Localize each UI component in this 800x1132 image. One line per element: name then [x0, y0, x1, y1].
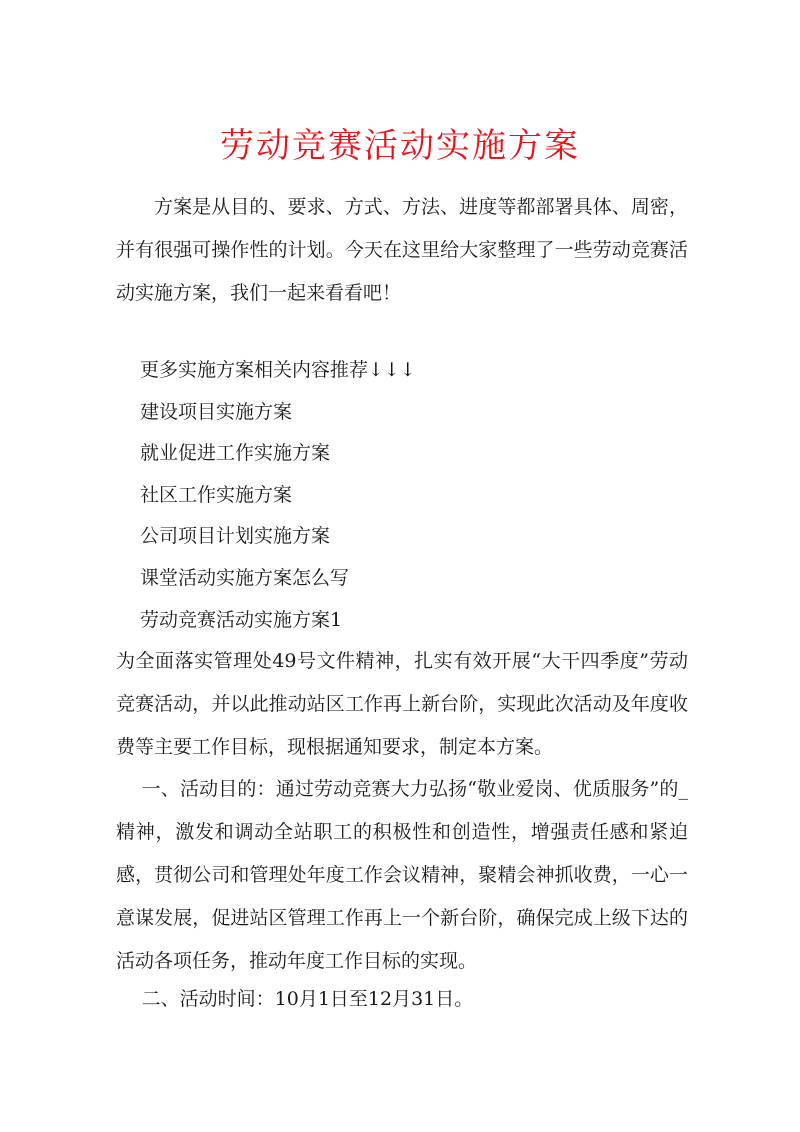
recommend-link[interactable]: 建设项目实施方案 [140, 401, 293, 423]
body-paragraph: 为全面落实管理处49号文件精神，扎实有效开展“大干四季度”劳动竞赛活动，并以此推动站区工作再上新台阶，实现此次活动及年度收费等主要工作目标，现根据通知要求，制定本方案。 [116, 650, 688, 758]
section-title: 劳动竞赛活动实施方案1 [140, 609, 343, 631]
recommend-link[interactable]: 社区工作实施方案 [140, 484, 293, 506]
recommend-link[interactable]: 就业促进工作实施方案 [140, 442, 331, 464]
document-title: 劳动竞赛活动实施方案 [220, 126, 580, 166]
recommend-heading: 更多实施方案相关内容推荐↓↓↓ [140, 359, 416, 381]
recommend-link[interactable]: 课堂活动实施方案怎么写 [140, 567, 350, 589]
recommend-link[interactable]: 公司项目计划实施方案 [140, 525, 331, 547]
body-paragraph: 二、活动时间：10月1日至12月31日。 [141, 988, 474, 1010]
body-paragraph: 一、活动目的：通过劳动竞赛大力弘扬“敬业爱岗、优质服务”的_精神，激发和调动全站职工的积极性和创造性，增强责任感和紧迫感，贯彻公司和管理处年度工作会议精神，聚精会神抓收费，一心一意谋发展，促进站区管理工作再上一个新台阶，确保完成上级下达的活动各项任务，推动年度工作目标的实现。 [116, 778, 688, 972]
intro-paragraph: 方案是从目的、要求、方式、方法、进度等都部署具体、周密，并有很强可操作性的计划。今天在这里给大家整理了一些劳动竞赛活动实施方案，我们一起来看看吧！ [116, 196, 688, 304]
